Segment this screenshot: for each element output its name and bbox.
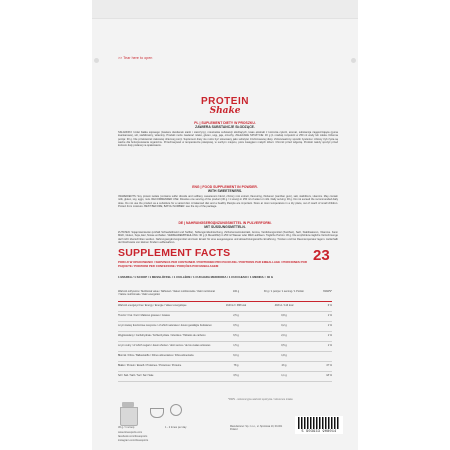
table-row <box>118 302 332 312</box>
table-cell: Wartość energetyczna / Energy / Energie / Valeur énergétique <box>118 303 187 307</box>
header-nutrient: Wartość odżywcza / Nutritional value / Nährwert / Valeur nutritionnelle / Valor nutricional / Valore nutrizionale / Valor energético <box>118 289 215 296</box>
en-header <box>0 185 450 193</box>
supplement-facts-title: SUPPLEMENT FACTS <box>118 247 231 259</box>
table-cell: 2,5 g <box>233 313 239 317</box>
table-header <box>118 288 332 302</box>
en-header-line2: WITH SWEETENERS. <box>207 189 243 193</box>
table-row <box>118 322 332 332</box>
barcode-bars <box>298 417 340 429</box>
table-cell: 1,5 g <box>233 343 239 347</box>
pl-header-line2: ZAWIERA SUBSTANCJE SŁODZĄCE. <box>195 125 255 129</box>
prep-amount: 30 g / 1 scoop <box>118 426 135 429</box>
pl-header-line1: PL | SUPLEMENT DIETY W PROSZKU. <box>194 121 256 125</box>
table-cell: 1643 kJ / 388 kcal <box>225 303 247 307</box>
social-instagram[interactable]: instagram.com/ilovesports <box>118 439 149 442</box>
table-row <box>118 342 332 352</box>
logo-shake: Shake <box>209 106 241 116</box>
table-cell: 1 % <box>327 333 332 337</box>
table-row <box>118 352 332 362</box>
header-rws: %RWS* <box>323 289 332 293</box>
table-cell: 6,5 g <box>233 333 239 337</box>
table-cell: w tym kwasy tłuszczowe nasycone / of which saturates / davon gesättigte Fettsäuren <box>118 323 212 327</box>
logo-protein: PROTEIN <box>201 96 249 107</box>
table-cell: 78 g <box>233 363 239 367</box>
social-website[interactable]: www.ilovesports.com <box>118 431 143 434</box>
table-cell: Tłuszcz / Fat / Fett / Matières grasses / Grasas <box>118 313 170 317</box>
table-row <box>118 372 332 382</box>
shaker-icon <box>118 402 138 424</box>
table-cell: 0,5 g <box>233 323 239 327</box>
de-text: ZUTATEN: Sojaproteinisolat (enthält Schwefeldioxid und Sulfite), Süßungsmittelmischung, Zichorienwurzelextrakt, Aroma, Verdickungsmittel (Xanthan), Salz, Stabilisatoren, Vitamine. Kann Milch, Gluten, Soja, Eier, Nüsse enthalten. VERZEHREMPFEHLUNG: 30 g (1 Messlöffel) in 250 ml Wasser oder Milch auflösen. Tägliche Portion: 30 g. Die empfohlene tägliche Verzehrmenge darf nicht überschritten werden. Nahrungsergänzungsmittel sind kein Ersatz für eine ausgewogene und abwechslungsreiche Ernährung. Trocken und bei Raumtemperatur lagern. Außerhalb der Reichweite von kleinen Kindern aufbewahren. <box>118 231 338 244</box>
pl-header <box>0 121 450 129</box>
table-cell: 1,8 g <box>281 353 287 357</box>
prep-time: 1 - 2 times per day <box>165 426 187 429</box>
de-header <box>0 221 450 229</box>
table-cell: 2,0 g <box>281 333 287 337</box>
tear-label: >> Tear here to open <box>118 56 153 60</box>
table-cell: Sól / Salt / Salz / Sel / Sal / Sale <box>118 373 154 377</box>
pl-text: SKŁADNIKI: Izolat białka sojowego (zawiera dwutlenek siarki i siarczyny), mieszanka substancji słodzących, kwas ekstrakt z korzenia cykorii, aromat, substancja zagęszczająca (guma ksantanowa), sól, stabilizatory, witaminy. Produkt może zawierać mleko, gluten, soję, jaja, orzechy. ZALECANE SPOŻYCIE: 30 g (1 miarka) rozpuścić w 250 ml wody lub mleka. Dzienna porcja: 30 g. Nie przekraczać zalecanej dziennej porcji. Suplement diety nie może być stosowany jako substytut zróżnicowanej diety. Zrównoważony sposób żywienia i zdrowy tryb życia są ważne dla funkcjonowania organizmu. Przechowywać w temperaturze pokojowej, w suchym miejscu, poza zasięgiem małych dzieci. Chronić przed wilgocią. Produkt należy spożyć przed końcem daty podanej na opakowaniu. <box>118 131 338 148</box>
de-header-line1: DE | NAHRUNGSERGÄNZUNGSMITTEL IN PULVERFORM. <box>178 221 272 225</box>
nutrition-table <box>118 288 332 382</box>
servings-subtitle: PORCJI W OPAKOWANIU / SERVINGS PER CONTAINER / PORTIONEN PRO PACKUNG / PORTIONS PAR EMBALLAGE / PORCIONES POR PAQUETE / PORZIONI PER CONFEZIONE / PORÇÕES POR EMBALAGEM <box>118 260 307 268</box>
table-cell: 1 % <box>327 313 332 317</box>
table-row <box>118 362 332 372</box>
clock-icon <box>170 404 182 416</box>
table-cell: Węglowodany / Carbohydrate / Kohlenhydrate / Glucides / Hidratos de carbono <box>118 333 206 337</box>
table-cell: 0,8 g <box>281 313 287 317</box>
table-row <box>118 312 332 322</box>
manufacturer-address: Manufacturer: Sp. z o.o., ul. Sportowa 10, 00-001 Poland <box>230 425 283 432</box>
table-cell: 1 % <box>327 323 332 327</box>
table-cell: 23 g <box>281 363 287 367</box>
barcode-number: 5 903933 908014 <box>301 429 337 434</box>
en-header-line1: ENG | FOOD SUPPLEMENT IN POWDER. <box>192 185 258 189</box>
table-cell: 3,5 g <box>233 373 239 377</box>
table-cell: Białko / Protein / Eiweiß / Protéines / Proteínas / Proteine <box>118 363 182 367</box>
rws-note: *RWS - referencyjna wartość spożycia / reference intake <box>228 398 293 401</box>
table-cell: 18 % <box>326 373 332 377</box>
en-text: INGREDIENTS: Soy protein isolate (contains sulfur dioxide and sulfites), sweeteners blend, chicory root extract, flavouring, thickener (xanthan gum), salt, stabilizers, vitamins. May contain milk, gluten, soy, eggs, nuts. RECOMMENDED USE: Dissolve one serving of the product (30 g / 1 scoop) in 250 ml of water or milk. Daily serving: 30 g. Do not exceed the recommended daily dose. Do not use the product as a substitute for a varied diet. A balanced diet and a healthy lifestyle are important. Store at room temperature in a dry place, out of reach of small children. Protect from moisture. BEST BEFORE, BATCH NUMBER: see the top of the package. <box>118 195 338 208</box>
table-cell: 6 % <box>327 303 332 307</box>
social-facebook[interactable]: facebook.com/ilovesports <box>118 435 148 438</box>
table-row <box>118 332 332 342</box>
table-cell: 47 % <box>326 363 332 367</box>
scoop-subtitle: 1 MIARKA / 1 SCOOP / 1 MESSLÖFFEL / 1 CUILLÈRE / 1 CUCHARA MEDIDORA / 1 CUCCHIAIO / 1 MEDIDA = 30 G <box>118 275 274 279</box>
table-cell: 6,0 g <box>233 353 239 357</box>
de-header-line2: MIT SÜSSUNGSMITTELN. <box>204 225 246 229</box>
table-cell: w tym cukry / of which sugars / davon Zucker / dont sucres / de los cuales azúcares <box>118 343 211 347</box>
header-per-100g: 100 g <box>232 289 240 293</box>
servings-count: 23 <box>313 247 330 264</box>
tear-notch-left <box>94 58 99 63</box>
barcode <box>295 416 343 434</box>
header-per-serving: 30 g / 1 porcja / 1 serving / 1 Portion <box>263 289 305 293</box>
table-cell: 0,5 g <box>281 343 287 347</box>
scoop-icon <box>150 408 164 418</box>
table-cell: Błonnik / Fibre / Ballaststoffe / Fibres alimentaires / Fibra alimentaria <box>118 353 194 357</box>
table-cell: 493 kJ / 116 kcal <box>274 303 294 307</box>
table-cell: 1,1 g <box>281 373 287 377</box>
table-cell: 0,2 g <box>281 323 287 327</box>
package-seal <box>92 0 358 19</box>
table-cell: 1 % <box>327 343 332 347</box>
tear-notch-right <box>351 58 356 63</box>
